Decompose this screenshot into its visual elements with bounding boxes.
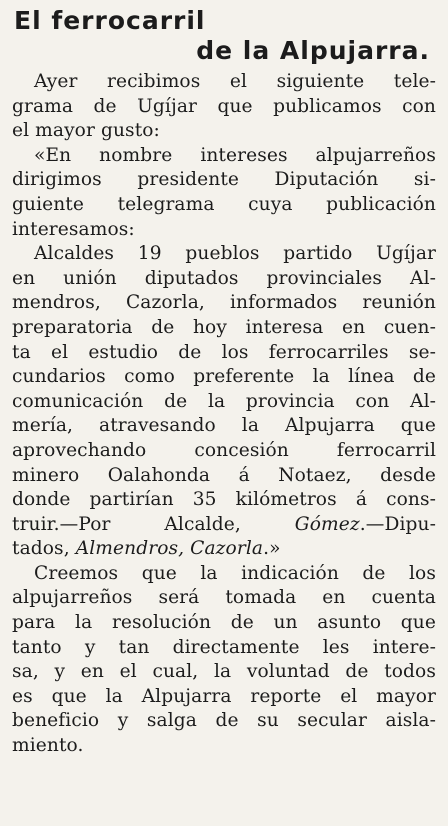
line-text: dirigimos presidente Diputación si-: [12, 169, 436, 191]
article-line: [12, 562, 436, 587]
line-tail-text: .—Dipu-: [359, 513, 436, 535]
article-line: [12, 193, 436, 218]
line-text: miento.: [12, 735, 84, 757]
line-text: tados,: [12, 538, 76, 560]
article-line: [12, 144, 436, 169]
article-line: [12, 709, 436, 734]
article-line: [12, 119, 436, 144]
line-text: es que la Alpujarra reporte el mayor: [12, 685, 436, 707]
line-text: en unión diputados provinciales Al-: [12, 267, 436, 289]
line-italic-text: Almendros, Cazorla: [75, 538, 264, 560]
article-line: [12, 390, 436, 415]
article-line: [12, 464, 436, 489]
article-body: [12, 70, 436, 759]
article-line: [12, 586, 436, 611]
line-text: beneficio y salga de su secular aisla-: [12, 710, 436, 732]
article-line: [12, 168, 436, 193]
line-tail-text: .»: [263, 538, 281, 560]
line-text: ta el estudio de los ferrocarriles se-: [12, 341, 436, 363]
line-text: comunicación de la provincia con Al-: [12, 390, 436, 412]
article-line: [12, 242, 436, 267]
line-text: Alcaldes 19 pueblos partido Ugíjar: [34, 243, 436, 265]
line-text: «En nombre intereses alpujarreños: [34, 144, 436, 166]
article-line: [12, 218, 436, 243]
article-line: [12, 488, 436, 513]
article-line: [12, 537, 436, 562]
line-text: mendros, Cazorla, informados reunión: [12, 292, 436, 314]
line-text: para la resolución de un asunto que: [12, 612, 436, 634]
line-text: sa, y en el cual, la voluntad de todos: [12, 661, 436, 683]
article-line: [12, 636, 436, 661]
line-text: truir.—Por Alcalde,: [12, 513, 295, 535]
article-line: [12, 513, 436, 538]
line-text: el mayor gusto:: [12, 120, 160, 142]
line-text: interesamos:: [12, 218, 135, 240]
article-line: [12, 70, 436, 95]
line-text: aprovechando concesión ferrocarril: [12, 439, 436, 461]
headline-line-2: de la Alpujarra.: [196, 36, 430, 65]
article-line: [12, 316, 436, 341]
headline-line-1: El ferrocarril: [14, 6, 206, 35]
line-text: tanto y tan directamente les intere-: [12, 636, 436, 658]
article-line: [12, 611, 436, 636]
article-line: [12, 95, 436, 120]
article-line: [12, 267, 436, 292]
line-text: Creemos que la indicación de los: [34, 562, 436, 584]
line-italic-text: Gómez: [294, 513, 360, 535]
article-line: [12, 365, 436, 390]
line-text: cundarios como preferente la línea de: [12, 366, 436, 388]
line-text: grama de Ugíjar que publicamos con: [12, 95, 436, 117]
line-text: donde partirían 35 kilómetros á cons-: [12, 489, 436, 511]
article-line: [12, 414, 436, 439]
article-line: [12, 341, 436, 366]
line-text: guiente telegrama cuya publicación: [12, 193, 436, 215]
line-text: mería, atravesando la Alpujarra que: [12, 415, 436, 437]
article-line: [12, 439, 436, 464]
line-text: alpujarreños será tomada en cuenta: [12, 587, 436, 609]
article-line: [12, 660, 436, 685]
article-line: [12, 734, 436, 759]
article-line: [12, 685, 436, 710]
line-text: Ayer recibimos el siguiente tele-: [34, 71, 436, 92]
line-text: preparatoria de hoy interesa en cuen-: [12, 316, 436, 338]
line-text: minero Oalahonda á Notaez, desde: [12, 464, 436, 486]
article-line: [12, 291, 436, 316]
